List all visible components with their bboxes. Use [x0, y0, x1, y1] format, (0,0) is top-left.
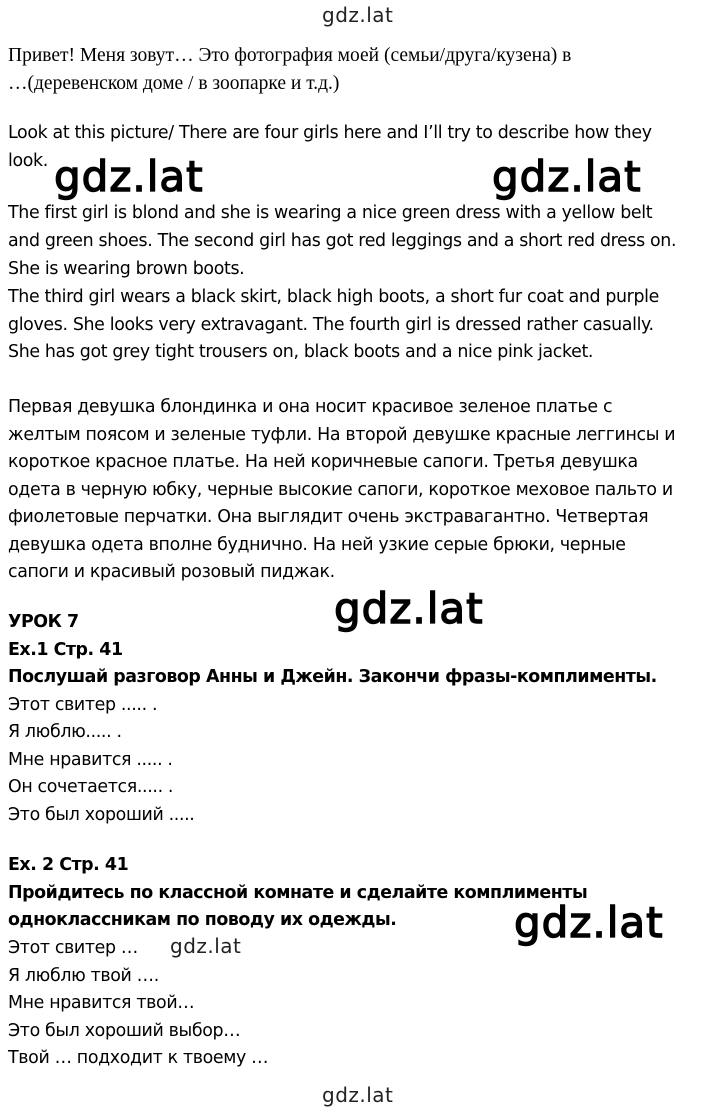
english-line-3: The first girl is blond and she is wearing a nice green dress with a yellow belt [8, 203, 653, 223]
watermark-large-bottom-right: gdz.lat [514, 898, 664, 947]
russian-line-4: одета в черную юбку, черные высокие сапоги, короткое меховое пальто и [8, 480, 673, 500]
english-line-2: look. [8, 151, 48, 171]
ex2-heading: Ex. 2 Стр. 41 [8, 855, 129, 875]
russian-line-6: девушка одета вполне буднично. На ней узкие серые брюки, черные [8, 535, 626, 555]
ex1-task: Послушай разговор Анны и Джейн. Закончи фразы-комплименты. [8, 667, 657, 687]
russian-line-5: фиолетовые перчатки. Она выглядит очень экстравагантно. Четвертая [8, 507, 649, 527]
ex2-line-1: Этот свитер … [8, 938, 138, 958]
ex2-task-line-1: Пройдитесь по классной комнате и сделайте комплименты [8, 883, 588, 903]
english-line-1: Look at this picture/ There are four girls here and I’ll try to describe how they [8, 123, 652, 143]
ex1-line-5: Это был хороший ..... [8, 805, 195, 825]
russian-line-7: сапоги и красивый розовый пиджак. [8, 562, 335, 582]
ex1-line-4: Он сочетается..... . [8, 777, 174, 797]
lesson-title: УРОК 7 [8, 612, 79, 632]
english-line-4: and green shoes. The second girl has got red leggings and a short red dress on. [8, 231, 677, 251]
ex1-line-2: Я люблю..... . [8, 722, 122, 742]
intro-line-2: …(деревенском доме / в зоопарке и т.д.) [8, 73, 340, 94]
watermark-large-right: gdz.lat [492, 152, 642, 201]
ex2-line-2: Я люблю твой …. [8, 966, 159, 986]
russian-line-3: короткое красное платье. На ней коричневые сапоги. Третья девушка [8, 452, 638, 472]
english-line-5: She is wearing brown boots. [8, 259, 245, 279]
russian-line-1: Первая девушка блондинка и она носит красивое зеленое платье с [8, 397, 613, 417]
ex2-line-5: Твой … подходит к твоему … [8, 1048, 269, 1068]
ex2-line-3: Мне нравится твой… [8, 993, 195, 1013]
ex1-line-3: Мне нравится ..... . [8, 750, 173, 770]
english-line-6: The third girl wears a black skirt, black high boots, a short fur coat and purple [8, 287, 660, 307]
russian-line-2: желтым поясом и зеленые туфли. На второй девушке красные леггинсы и [8, 425, 676, 445]
ex1-heading: Ex.1 Стр. 41 [8, 640, 123, 660]
english-line-8: She has got grey tight trousers on, black boots and a nice pink jacket. [8, 342, 594, 362]
watermark-inline: gdz.lat [170, 934, 242, 958]
ex2-task-line-2: одноклассникам по поводу их одежды. [8, 910, 397, 930]
ex2-line-4: Это был хороший выбор… [8, 1021, 241, 1041]
english-line-7: gloves. She looks very extravagant. The fourth girl is dressed rather casually. [8, 315, 654, 335]
watermark-bottom: gdz.lat [322, 1083, 394, 1107]
ex1-line-1: Этот свитер ..... . [8, 695, 158, 715]
intro-line-1: Привет! Меня зовут… Это фотография моей (семьи/друга/кузена) в [8, 45, 572, 66]
watermark-large-center: gdz.lat [334, 584, 484, 633]
watermark-large-left: gdz.lat [54, 152, 204, 201]
watermark-top: gdz.lat [322, 3, 394, 27]
